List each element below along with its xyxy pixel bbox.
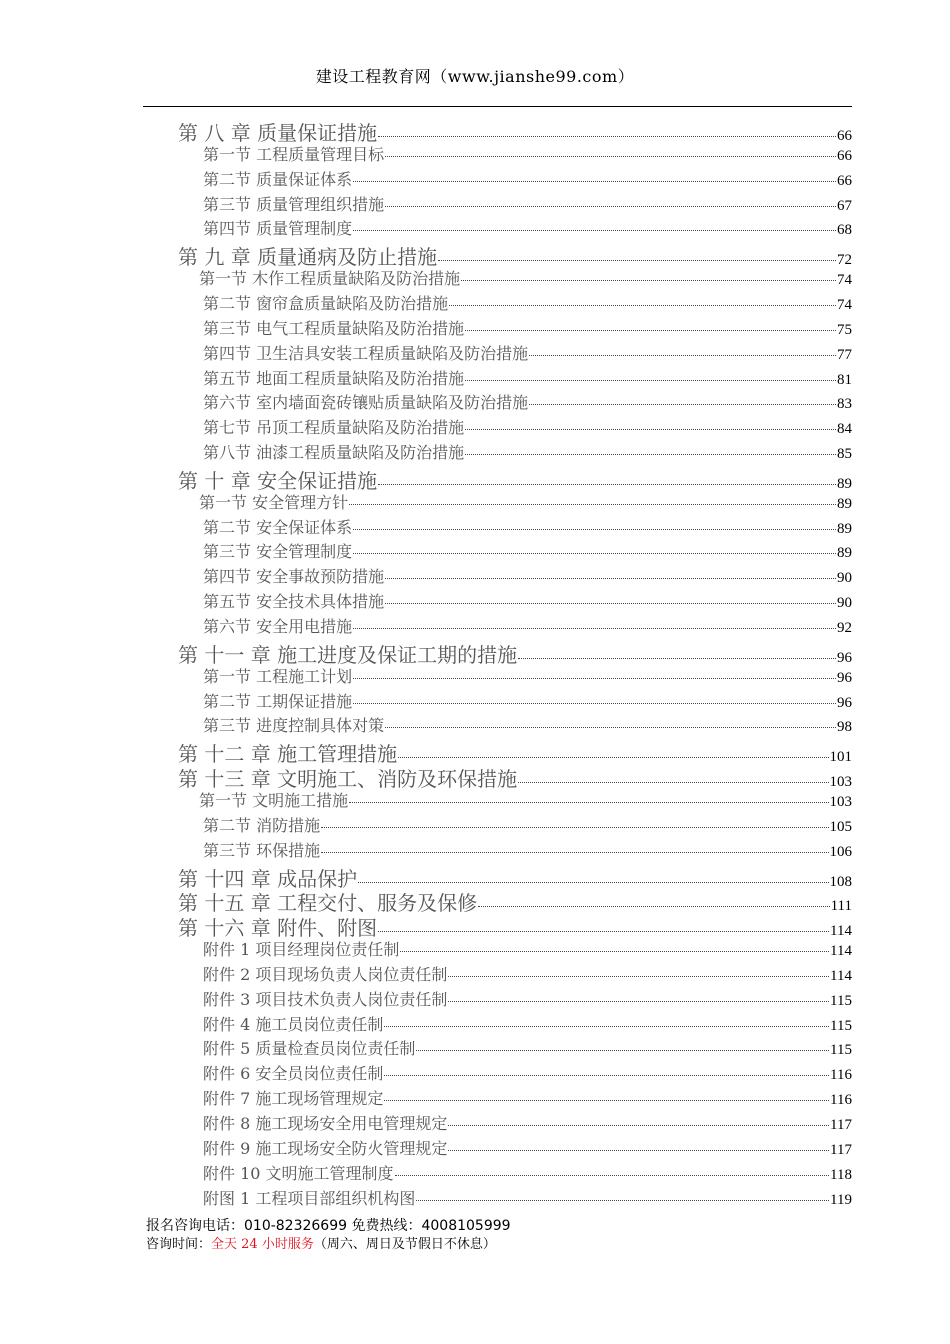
toc-entry-title: 第三节 进度控制具体对策 <box>203 716 385 736</box>
toc-dot-leader <box>321 827 828 828</box>
toc-page-number: 75 <box>837 321 852 338</box>
toc-dot-leader <box>395 1175 830 1176</box>
toc-dot-leader <box>518 782 828 783</box>
toc-dot-leader <box>448 1001 829 1002</box>
toc-dot-leader <box>353 553 836 554</box>
toc-section-entry[interactable] <box>203 192 852 217</box>
toc-entry-title: 附件 8 施工现场安全用电管理规定 <box>203 1114 448 1133</box>
toc-section-entry[interactable] <box>203 937 852 962</box>
toc-entry-title: 第八节 油漆工程质量缺陷及防治措施 <box>203 443 465 463</box>
toc-entry-title: 第一节 文明施工措施 <box>199 790 349 810</box>
toc-dot-leader <box>353 628 836 629</box>
toc-entry-title: 第四节 质量管理制度 <box>203 219 353 239</box>
toc-page-number: 67 <box>837 197 852 214</box>
toc-entry-title: 附件 6 安全员岗位责任制 <box>203 1064 384 1084</box>
toc-entry-title: 附件 1 项目经理岗位责任制 <box>203 940 400 960</box>
toc-section-entry[interactable] <box>199 490 852 515</box>
toc-section-entry[interactable] <box>203 1012 852 1037</box>
toc-page-number: 74 <box>837 272 852 289</box>
toc-page-number: 85 <box>837 446 852 463</box>
toc-dot-leader <box>353 678 836 679</box>
toc-entry-title: 第二节 质量保证体系 <box>203 169 353 189</box>
toc-page-number: 114 <box>830 923 852 940</box>
toc-page-number: 117 <box>830 1117 852 1133</box>
toc-page-number: 74 <box>837 296 852 313</box>
toc-dot-leader <box>529 355 836 356</box>
toc-dot-leader <box>385 156 836 157</box>
toc-chapter-entry[interactable] <box>178 241 852 270</box>
toc-dot-leader <box>465 380 836 381</box>
toc-entry-title: 第二节 消防措施 <box>203 815 321 835</box>
toc-section-entry[interactable] <box>203 987 852 1012</box>
toc-entry-title: 第六节 安全用电措施 <box>203 617 353 636</box>
toc-dot-leader <box>465 330 836 331</box>
toc-entry-title: 第三节 质量管理组织措施 <box>203 194 385 214</box>
toc-page-number: 89 <box>837 545 852 562</box>
toc-dot-leader <box>378 931 829 932</box>
toc-section-entry[interactable] <box>203 216 852 241</box>
toc-section-entry[interactable] <box>203 564 852 589</box>
toc-dot-leader <box>385 727 836 728</box>
toc-chapter-entry[interactable] <box>178 863 852 891</box>
toc-entry-title: 第 十三 章 文明施工、消防及环保措施 <box>178 767 518 792</box>
toc-dot-leader <box>353 703 836 704</box>
toc-page-number: 116 <box>830 1092 852 1109</box>
toc-section-entry[interactable] <box>203 167 852 192</box>
toc-dot-leader <box>398 757 828 758</box>
footer-hours-label: 咨询时间： <box>146 1237 212 1252</box>
toc-dot-leader <box>378 484 836 485</box>
toc-section-entry[interactable] <box>203 614 852 639</box>
toc-entry-title: 附图 1 工程项目部组织机构图 <box>203 1188 416 1208</box>
toc-chapter-entry[interactable] <box>178 465 852 493</box>
toc-entry-title: 第 十四 章 成品保护 <box>178 866 358 891</box>
toc-dot-leader <box>400 951 829 952</box>
toc-section-entry[interactable] <box>203 1186 852 1211</box>
toc-chapter-entry[interactable] <box>178 763 852 792</box>
toc-dot-leader <box>478 906 830 907</box>
toc-entry-title: 第二节 安全保证体系 <box>203 517 353 537</box>
toc-entry-title: 第 十六 章 附件、附图 <box>178 916 378 941</box>
toc-entry-title: 第一节 木作工程质量缺陷及防治措施 <box>199 269 461 289</box>
toc-section-entry[interactable] <box>203 1111 852 1136</box>
toc-page-number: 111 <box>830 898 852 915</box>
toc-page-number: 114 <box>830 967 852 984</box>
toc-entry-title: 第五节 安全技术具体措施 <box>203 592 385 612</box>
toc-entry-title: 附件 5 质量检查员岗位责任制 <box>203 1039 416 1059</box>
toc-page-number: 101 <box>829 749 852 766</box>
toc-dot-leader <box>465 429 836 430</box>
toc-entry-title: 第三节 电气工程质量缺陷及防治措施 <box>203 318 465 338</box>
toc-page-number: 108 <box>829 873 852 890</box>
toc-page-number: 114 <box>830 943 852 960</box>
toc-chapter-entry[interactable] <box>178 117 852 145</box>
toc-dot-leader <box>353 529 836 530</box>
toc-page-number: 105 <box>829 818 852 835</box>
toc-section-entry[interactable] <box>203 366 852 391</box>
toc-entry-title: 附件 2 项目现场负责人岗位责任制 <box>203 964 448 984</box>
toc-dot-leader <box>438 260 836 261</box>
toc-dot-leader <box>358 882 828 883</box>
toc-section-entry[interactable] <box>203 1086 852 1111</box>
toc-dot-leader <box>385 206 836 207</box>
toc-dot-leader <box>518 658 836 659</box>
toc-section-entry[interactable] <box>203 390 852 415</box>
toc-dot-leader <box>448 976 829 977</box>
toc-page-number: 119 <box>830 1191 852 1208</box>
toc-page-number: 89 <box>837 495 852 512</box>
toc-entry-title: 附件 9 施工现场安全防火管理规定 <box>203 1138 448 1158</box>
toc-section-entry[interactable] <box>203 316 852 341</box>
toc-section-entry[interactable] <box>203 689 852 714</box>
toc-entry-title: 第二节 窗帘盒质量缺陷及防治措施 <box>203 293 449 313</box>
toc-entry-title: 第四节 安全事故预防措施 <box>203 567 385 587</box>
toc-dot-leader <box>353 230 836 231</box>
footer-hours-note: （周六、周日及节假日不休息） <box>313 1237 496 1252</box>
toc-section-entry[interactable] <box>203 341 852 366</box>
toc-page-number: 66 <box>837 128 852 144</box>
toc-entry-title: 附件 10 文明施工管理制度 <box>203 1163 394 1183</box>
page-header: 建设工程教育网（www.jianshe99.com） <box>315 67 635 86</box>
toc-dot-leader <box>416 1050 829 1051</box>
toc-dot-leader <box>353 181 836 182</box>
toc-page-number: 68 <box>837 222 852 239</box>
toc-page-number: 90 <box>837 570 852 587</box>
toc-section-entry[interactable] <box>203 838 852 863</box>
toc-entry-title: 第 十二 章 施工管理措施 <box>178 742 398 767</box>
toc-page-number: 89 <box>837 520 852 537</box>
toc-chapter-entry[interactable] <box>178 887 852 916</box>
toc-entry-title: 附件 7 施工现场管理规定 <box>203 1089 384 1109</box>
toc-dot-leader <box>449 305 836 306</box>
toc-entry-title: 第一节 工程质量管理目标 <box>203 144 385 164</box>
toc-page-number: 117 <box>830 1141 852 1158</box>
toc-dot-leader <box>448 1150 829 1151</box>
toc-page-number: 96 <box>837 669 852 686</box>
toc-entry-title: 第三节 安全管理制度 <box>203 542 353 562</box>
toc-section-entry[interactable] <box>203 962 852 987</box>
toc-page-number: 115 <box>830 992 852 1009</box>
toc-dot-leader <box>448 1125 829 1126</box>
toc-chapter-entry[interactable] <box>178 738 852 767</box>
toc-section-entry[interactable] <box>203 713 852 738</box>
toc-page-number: 118 <box>830 1166 852 1183</box>
toc-dot-leader <box>385 603 836 604</box>
toc-page-number: 116 <box>830 1067 852 1084</box>
toc-entry-title: 第五节 地面工程质量缺陷及防治措施 <box>203 368 465 388</box>
toc-page-number: 72 <box>837 252 852 269</box>
toc-entry-title: 第 九 章 质量通病及防止措施 <box>178 245 438 270</box>
toc-entry-title: 第二节 工期保证措施 <box>203 691 353 711</box>
toc-section-entry[interactable] <box>203 1136 852 1161</box>
toc-section-entry[interactable] <box>203 1061 852 1086</box>
toc-entry-title: 第 十一 章 施工进度及保证工期的措施 <box>178 642 518 667</box>
toc-dot-leader <box>385 578 836 579</box>
toc-page-number: 98 <box>837 719 852 736</box>
footer-hours-highlight: 全天 24 小时服务 <box>211 1237 314 1252</box>
toc-page-number: 106 <box>829 843 852 860</box>
toc-entry-title: 附件 4 施工员岗位责任制 <box>203 1014 384 1034</box>
toc-page-number: 66 <box>837 147 852 164</box>
toc-section-entry[interactable] <box>203 142 852 167</box>
toc-entry-title: 第一节 安全管理方针 <box>199 492 349 512</box>
toc-section-entry[interactable] <box>199 266 852 291</box>
toc-page-number: 77 <box>837 346 852 363</box>
toc-section-entry[interactable] <box>203 813 852 838</box>
toc-chapter-entry[interactable] <box>178 912 852 941</box>
toc-page-number: 96 <box>837 649 852 666</box>
toc-dot-leader <box>349 504 836 505</box>
toc-page-number: 81 <box>837 371 852 388</box>
toc-chapter-entry[interactable] <box>178 639 852 667</box>
toc-page-number: 89 <box>837 475 852 492</box>
toc-entry-title: 第 十五 章 工程交付、服务及保修 <box>178 891 478 916</box>
toc-entry-title: 第一节 工程施工计划 <box>203 666 353 686</box>
toc-section-entry[interactable] <box>203 664 852 689</box>
footer-hours <box>146 1233 496 1252</box>
toc-section-entry[interactable] <box>203 440 852 465</box>
toc-section-entry[interactable] <box>203 1161 852 1186</box>
toc-dot-leader <box>384 1075 829 1076</box>
toc-dot-leader <box>529 404 836 405</box>
toc-entry-title: 第 八 章 质量保证措施 <box>178 121 378 145</box>
toc-entry-title: 第七节 吊顶工程质量缺陷及防治措施 <box>203 418 465 438</box>
toc-dot-leader <box>461 280 836 281</box>
toc-page-number: 96 <box>837 694 852 711</box>
toc-section-entry[interactable] <box>203 291 852 316</box>
toc-section-entry[interactable] <box>203 1036 852 1061</box>
toc-entry-title: 第四节 卫生洁具安装工程质量缺陷及防治措施 <box>203 343 529 363</box>
toc-page-number: 103 <box>829 793 852 810</box>
toc-page-number: 83 <box>837 396 852 413</box>
toc-dot-leader <box>465 454 836 455</box>
toc-page-number: 115 <box>830 1042 852 1059</box>
toc-dot-leader <box>349 802 828 803</box>
toc-entry-title: 第三节 环保措施 <box>203 840 321 860</box>
toc-page-number: 115 <box>830 1017 852 1034</box>
toc-page-number: 103 <box>829 774 852 791</box>
toc-entry-title: 第 十 章 安全保证措施 <box>178 468 378 493</box>
toc-entry-title: 第六节 室内墙面瓷砖镶贴质量缺陷及防治措施 <box>203 393 529 413</box>
toc-section-entry[interactable] <box>203 539 852 564</box>
toc-page-number: 92 <box>837 620 852 636</box>
toc-section-entry[interactable] <box>203 515 852 540</box>
toc-section-entry[interactable] <box>203 589 852 614</box>
toc-dot-leader <box>384 1100 829 1101</box>
footer-contact: 报名咨询电话：010-82326699 免费热线：4008105999 <box>146 1218 511 1234</box>
toc-dot-leader <box>321 852 828 853</box>
header-rule <box>143 106 852 107</box>
toc-section-entry[interactable] <box>203 415 852 440</box>
toc-page-number: 66 <box>837 172 852 189</box>
toc-dot-leader <box>384 1026 829 1027</box>
toc-page-number: 90 <box>837 595 852 612</box>
toc-section-entry[interactable] <box>199 788 852 813</box>
toc-dot-leader <box>416 1200 829 1201</box>
toc-entry-title: 附件 3 项目技术负责人岗位责任制 <box>203 989 448 1009</box>
toc-dot-leader <box>378 136 836 137</box>
toc-page-number: 84 <box>837 421 852 438</box>
